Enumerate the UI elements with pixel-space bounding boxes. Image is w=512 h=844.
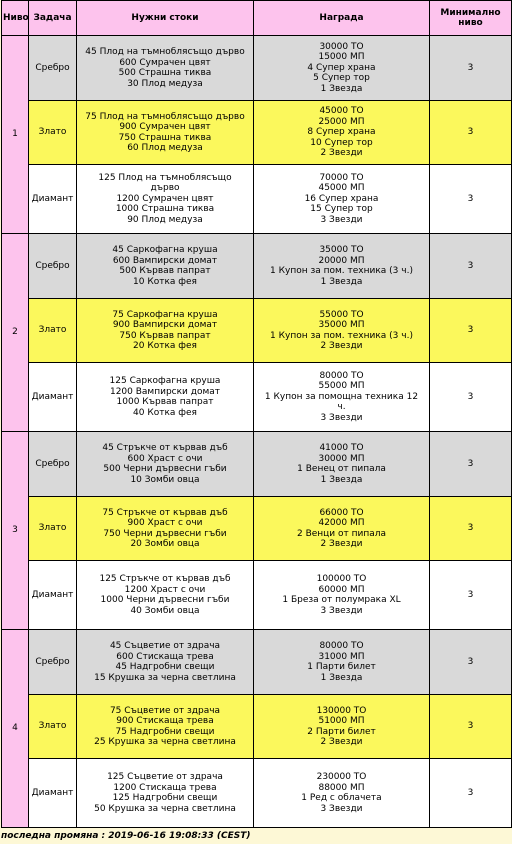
min-level-cell: 3 <box>430 363 512 432</box>
table-row <box>2 561 512 630</box>
reward-line: ч. <box>337 402 346 413</box>
needed-goods-cell <box>77 165 254 234</box>
reward-line: 1 Купон за пом. техника (3 ч.) <box>270 330 413 341</box>
needed-goods-line: 125 Стръкче от кървав дъб <box>99 574 231 584</box>
needed-goods-line: 75 Стръкче от кървав дъб <box>102 507 228 518</box>
min-level-cell: 3 <box>430 432 512 497</box>
task-cell: Диамант <box>29 561 77 630</box>
reward-line: 35000 ТО <box>319 245 364 255</box>
reward-cell <box>254 497 430 561</box>
needed-goods-line: 75 Съцветие от здрача <box>109 705 221 716</box>
needed-goods-cell <box>77 234 254 299</box>
needed-goods-line: 10 Котка фея <box>133 276 197 287</box>
reward-line: 2 Звезди <box>320 539 363 549</box>
header-needed-goods: Нужни стоки <box>77 1 254 36</box>
needed-goods-line: 500 Кървав папрат <box>119 266 211 276</box>
header-min-level <box>430 1 512 36</box>
needed-goods-line: 500 Черни дървесни гъби <box>103 464 227 474</box>
reward-line: 55000 ТО <box>319 309 364 320</box>
reward-cell <box>254 165 430 234</box>
needed-goods-line: 15 Крушка за черна светлина <box>94 672 236 683</box>
task-cell: Сребро <box>29 36 77 101</box>
reward-cell <box>254 561 430 630</box>
reward-line: 1 Звезда <box>320 672 363 683</box>
reward-cell <box>254 432 430 497</box>
needed-goods-line: 30 Плод медуза <box>127 78 203 89</box>
needed-goods-line: 40 Котка фея <box>133 407 197 418</box>
reward-line: 70000 ТО <box>319 172 364 183</box>
needed-goods-line: 20 Зомби овца <box>130 539 200 549</box>
needed-goods-line: 600 Сумрачен цвят <box>119 57 211 68</box>
needed-goods-line: 900 Стискаща трева <box>116 716 214 726</box>
needed-goods-line: 90 Плод медуза <box>127 214 203 225</box>
reward-line: 16 Супер храна <box>304 193 379 204</box>
reward-line: 3 Звезди <box>320 214 363 225</box>
reward-line: 4 Супер храна <box>307 62 376 73</box>
reward-line: 15000 МП <box>318 52 365 63</box>
needed-goods-line: 900 Сумрачен цвят <box>119 122 211 132</box>
reward-line: 15 Супер тор <box>310 204 373 215</box>
level-cell: 4 <box>2 630 29 828</box>
needed-goods-line: 600 Храст с очи <box>127 453 203 464</box>
task-cell: Сребро <box>29 432 77 497</box>
needed-goods-line: 20 Котка фея <box>133 341 197 351</box>
needed-goods-line: 75 Саркофагна круша <box>112 309 218 320</box>
reward-line: 1 Ред с облачета <box>301 793 382 803</box>
reward-line: 1 Звезда <box>320 83 363 94</box>
level-cell: 1 <box>2 36 29 234</box>
reward-line: 20000 МП <box>318 255 365 266</box>
needed-goods-line: 1200 Храст с очи <box>124 584 206 595</box>
table-row <box>2 234 512 299</box>
needed-goods-line: 125 Съцветие от здрача <box>107 772 223 782</box>
reward-line: 10 Супер тор <box>310 137 373 148</box>
reward-line: 80000 ТО <box>319 370 364 381</box>
header-reward: Награда <box>254 1 430 36</box>
needed-goods-cell <box>77 630 254 695</box>
table-row <box>2 101 512 165</box>
header-min-level-line-1: Минимално <box>440 7 501 18</box>
needed-goods-line: 1200 Вампирски домат <box>109 386 221 397</box>
level-cell: 3 <box>2 432 29 630</box>
needed-goods-line: 50 Крушка за черна светлина <box>94 803 236 814</box>
min-level-cell: 3 <box>430 759 512 828</box>
last-modified: последна промяна : 2019-06-16 19:08:33 (CEST) <box>1 831 251 841</box>
reward-line: 31000 МП <box>318 651 365 662</box>
task-cell: Сребро <box>29 630 77 695</box>
needed-goods-line: 45 Стръкче от кървав дъб <box>102 443 228 453</box>
reward-line: 51000 МП <box>318 716 365 726</box>
needed-goods-line: 125 Саркофагна круша <box>109 376 221 386</box>
reward-line: 1 Венец от пипала <box>297 464 386 474</box>
needed-goods-line: 25 Крушка за черна светлина <box>94 737 236 747</box>
needed-goods-cell <box>77 432 254 497</box>
reward-line: 3 Звезди <box>320 412 363 423</box>
reward-cell <box>254 101 430 165</box>
needed-goods-line: 1000 Черни дървесни гъби <box>100 595 230 605</box>
needed-goods-line: 500 Страшна тиква <box>118 68 212 78</box>
table-row <box>2 432 512 497</box>
task-cell: Злато <box>29 695 77 759</box>
table-row <box>2 759 512 828</box>
task-cell: Сребро <box>29 234 77 299</box>
needed-goods-line: 1200 Стискаща трева <box>113 782 217 793</box>
reward-line: 1 Парти билет <box>307 662 376 672</box>
reward-line: 100000 ТО <box>316 574 367 584</box>
needed-goods-line: 1000 Кървав папрат <box>116 397 214 407</box>
reward-line: 88000 МП <box>318 782 365 793</box>
reward-line: 2 Звезди <box>320 341 363 351</box>
task-cell: Диамант <box>29 363 77 432</box>
min-level-cell: 3 <box>430 630 512 695</box>
reward-line: 2 Венци от пипала <box>296 528 387 539</box>
min-level-cell: 3 <box>430 36 512 101</box>
needed-goods-line: 1200 Сумрачен цвят <box>116 193 214 204</box>
needed-goods-line: 45 Надгробни свещи <box>115 662 215 672</box>
reward-line: 55000 МП <box>318 381 365 392</box>
reward-cell <box>254 299 430 363</box>
reward-line: 3 Звезди <box>320 605 363 616</box>
header-task: Задача <box>29 1 77 36</box>
needed-goods-line: 45 Съцветие от здрача <box>109 641 221 651</box>
reward-line: 8 Супер храна <box>307 127 376 138</box>
task-cell: Злато <box>29 497 77 561</box>
min-level-cell: 3 <box>430 299 512 363</box>
needed-goods-line: 45 Плод на тъмноблясъщо дърво <box>85 47 245 57</box>
reward-line: 2 Парти билет <box>307 726 376 737</box>
reward-line: 41000 ТО <box>319 443 364 453</box>
reward-line: 1 Звезда <box>320 474 363 485</box>
min-level-cell: 3 <box>430 695 512 759</box>
needed-goods-line: 75 Надгробни свещи <box>115 726 215 737</box>
level-cell: 2 <box>2 234 29 432</box>
task-cell: Злато <box>29 101 77 165</box>
reward-cell <box>254 630 430 695</box>
table-row <box>2 36 512 101</box>
reward-line: 1 Купон за пом. техника (3 ч.) <box>270 266 413 276</box>
needed-goods-line: 900 Храст с очи <box>127 518 203 528</box>
min-level-cell: 3 <box>430 165 512 234</box>
min-level-cell: 3 <box>430 497 512 561</box>
reward-line: 2 Звезди <box>320 148 363 159</box>
needed-goods-line: 45 Саркофагна круша <box>112 245 218 255</box>
needed-goods-cell <box>77 36 254 101</box>
reward-line: 1 Бреза от полумрака XL <box>282 595 401 605</box>
table-row <box>2 299 512 363</box>
table-row <box>2 630 512 695</box>
needed-goods-line: 60 Плод медуза <box>127 143 203 153</box>
reward-line: 30000 МП <box>318 453 365 464</box>
needed-goods-line: 900 Вампирски домат <box>112 320 218 330</box>
needed-goods-line: 10 Зомби овца <box>130 474 200 485</box>
needed-goods-line: 1000 Страшна тиква <box>115 204 215 215</box>
needed-goods-line: 125 Плод на тъмноблясъщо <box>98 172 232 183</box>
reward-line: 130000 ТО <box>316 705 367 716</box>
task-cell: Диамант <box>29 759 77 828</box>
reward-line: 45000 ТО <box>319 106 364 117</box>
needed-goods-cell <box>77 299 254 363</box>
needed-goods-line: 750 Кървав папрат <box>119 330 211 341</box>
needed-goods-cell <box>77 759 254 828</box>
reward-line: 30000 ТО <box>319 41 364 52</box>
task-cell: Злато <box>29 299 77 363</box>
reward-cell <box>254 234 430 299</box>
table-row <box>2 695 512 759</box>
task-cell: Диамант <box>29 165 77 234</box>
reward-line: 1 Звезда <box>320 276 363 287</box>
reward-line: 230000 ТО <box>316 772 367 782</box>
reward-line: 25000 МП <box>318 116 365 127</box>
table-row <box>2 165 512 234</box>
needed-goods-cell <box>77 363 254 432</box>
needed-goods-line: дърво <box>150 183 180 194</box>
reward-line: 80000 ТО <box>319 641 364 651</box>
needed-goods-line: 600 Вампирски домат <box>112 255 218 266</box>
reward-line: 3 Звезди <box>320 803 363 814</box>
reward-line: 42000 МП <box>318 518 365 528</box>
needed-goods-cell <box>77 497 254 561</box>
needed-goods-line: 600 Стискаща трева <box>116 651 214 662</box>
reward-line: 45000 МП <box>318 183 365 194</box>
needed-goods-line: 125 Надгробни свещи <box>112 793 218 803</box>
reward-cell <box>254 363 430 432</box>
min-level-cell: 3 <box>430 234 512 299</box>
needed-goods-cell <box>77 561 254 630</box>
needed-goods-line: 75 Плод на тъмноблясъщо дърво <box>85 111 245 122</box>
reward-line: 35000 МП <box>318 320 365 330</box>
needed-goods-line: 750 Страшна тиква <box>118 132 212 143</box>
reward-line: 2 Звезди <box>320 737 363 747</box>
reward-cell <box>254 695 430 759</box>
min-level-cell: 3 <box>430 561 512 630</box>
header-min-level-line-2: ниво <box>458 18 483 28</box>
table-row <box>2 497 512 561</box>
needed-goods-line: 40 Зомби овца <box>130 605 200 616</box>
reward-cell <box>254 759 430 828</box>
reward-line: 60000 МП <box>318 584 365 595</box>
reward-line: 66000 ТО <box>319 507 364 518</box>
reward-line: 1 Купон за помощна техника 12 <box>264 391 419 402</box>
needed-goods-cell <box>77 695 254 759</box>
needed-goods-line: 750 Черни дървесни гъби <box>103 528 227 539</box>
table-row <box>2 363 512 432</box>
reward-line: 5 Супер тор <box>313 73 370 84</box>
header-level: Ниво <box>2 1 29 36</box>
reward-cell <box>254 36 430 101</box>
needed-goods-cell <box>77 101 254 165</box>
min-level-cell: 3 <box>430 101 512 165</box>
table-header-row <box>2 1 512 36</box>
tasks-table <box>1 0 512 828</box>
